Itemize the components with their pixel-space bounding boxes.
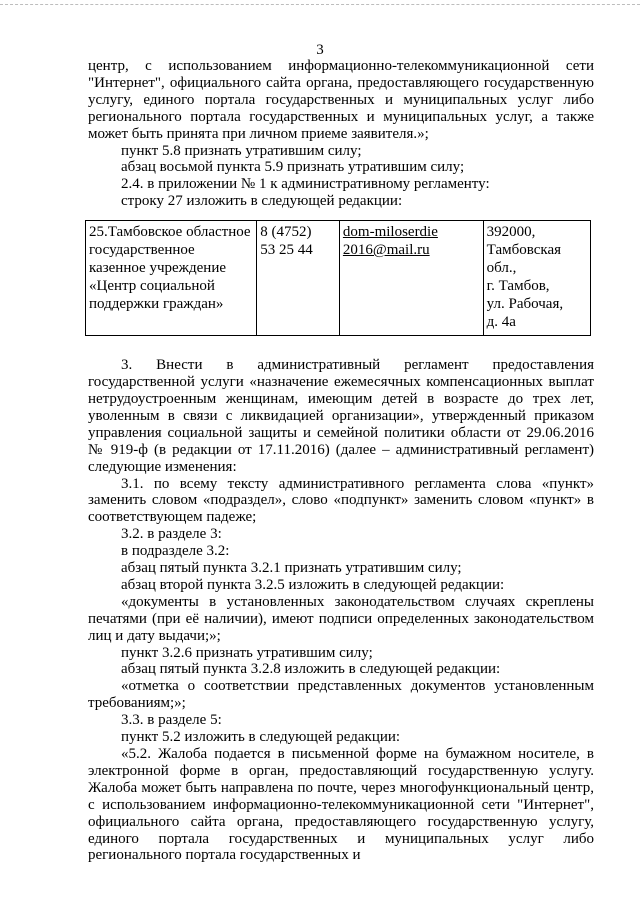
table-row — [86, 221, 591, 336]
email-link[interactable]: dom-miloserdie 2016@mail.ru — [342, 224, 438, 259]
paragraph-3-3: 3.3. в разделе 5: — [121, 712, 222, 729]
paragraph-3-2: 3.2. в разделе 3: — [121, 526, 222, 543]
paragraph-5-9: абзац восьмой пункта 5.9 признать утратившим силу; — [121, 159, 465, 176]
paragraph-3-intro: 3. Внести в административный регламент предоставления государственной услуги «назначение ежемесячных компенсационных выплат нетрудоустроенным женщинам, имеющим детей в возрасте до трех лет, уволенным в связи с ликвидацией организации», утвержденный приказом управления социальной защиты и семейной политики области от 29.06.2016 № 919-ф (в редакции от 17.11.2016) (далее – административный регламент) следующие изменения: — [88, 357, 594, 475]
address-street: ул. Рабочая, — [486, 296, 564, 313]
address-region: Тамбовская обл., — [486, 242, 562, 277]
phone-code: 8 (4752) — [260, 224, 312, 241]
phone-number: 53 25 44 — [260, 242, 313, 259]
scan-top-edge — [0, 4, 640, 5]
paragraph-3-2-8-text: «отметка о соответствии представленных документов установленным требованиям;»; — [88, 678, 594, 712]
paragraph-5-8: пункт 5.8 признать утратившим силу; — [121, 142, 362, 159]
paragraph-row-27: строку 27 изложить в следующей редакции: — [121, 193, 403, 210]
org-name-cell — [86, 221, 257, 336]
email-cell — [339, 221, 483, 336]
paragraph-continuation: центр, с использованием информационно-телекоммуникационной сети "Интернет", официального сайта органа, предоставляющего государственную услугу, единого портала государственных и муниципальных услуг либо регионального портала государственных и муниципальных услуг, а также может быть принята при личном приеме заявителя.»; — [88, 58, 594, 142]
address-house: д. 4а — [486, 314, 516, 331]
address-city: г. Тамбов, — [486, 278, 550, 295]
paragraph-3-2-8: абзац пятый пункта 3.2.8 изложить в следующей редакции: — [121, 661, 501, 678]
organization-table — [85, 220, 591, 336]
document-body — [88, 58, 594, 864]
paragraph-5-2-text: «5.2. Жалоба подается в письменной форме на бумажном носителе, в электронной форме в орган, предоставляющий государственную услугу. Жалоба может быть направлена по почте, через многофункциональный центр, с использованием информационно-телекоммуникационной сети "Интернет", официального сайта органа, предоставляющего государственную услугу, единого портала государственных и муниципальных услуг либо регионального портала государственных и — [88, 746, 594, 864]
paragraph-3-2-5: абзац второй пункта 3.2.5 изложить в следующей редакции: — [121, 576, 505, 593]
paragraph-2-4: 2.4. в приложении № 1 к административному регламенту: — [121, 176, 490, 193]
phone-cell — [257, 221, 340, 336]
paragraph-3-3-5-2: пункт 5.2 изложить в следующей редакции: — [121, 729, 401, 746]
org-name: 25.Тамбовское областное государственное казенное учреждение «Центр социальной поддержки граждан» — [89, 224, 251, 313]
paragraph-3-2-6: пункт 3.2.6 признать утратившим силу; — [121, 644, 373, 661]
paragraph-3-2-1: абзац пятый пункта 3.2.1 признать утратившим силу; — [121, 560, 462, 577]
address-cell — [483, 221, 590, 336]
address-index: 392000, — [486, 224, 536, 241]
paragraph-3-2-sub: в подразделе 3.2: — [121, 543, 230, 560]
page-number: 3 — [316, 42, 324, 58]
paragraph-3-2-5-text: «документы в установленных законодательством случаях скреплены печатями (при её наличии), имеют подписи определенных законодательством лиц и дату выдачи;»; — [88, 593, 594, 644]
paragraph-3-1: 3.1. по всему тексту административного регламента слова «пункт» заменить словом «подраздел», слово «подпункт» заменить словом «пункт» в соответствующем падеже; — [88, 475, 594, 526]
